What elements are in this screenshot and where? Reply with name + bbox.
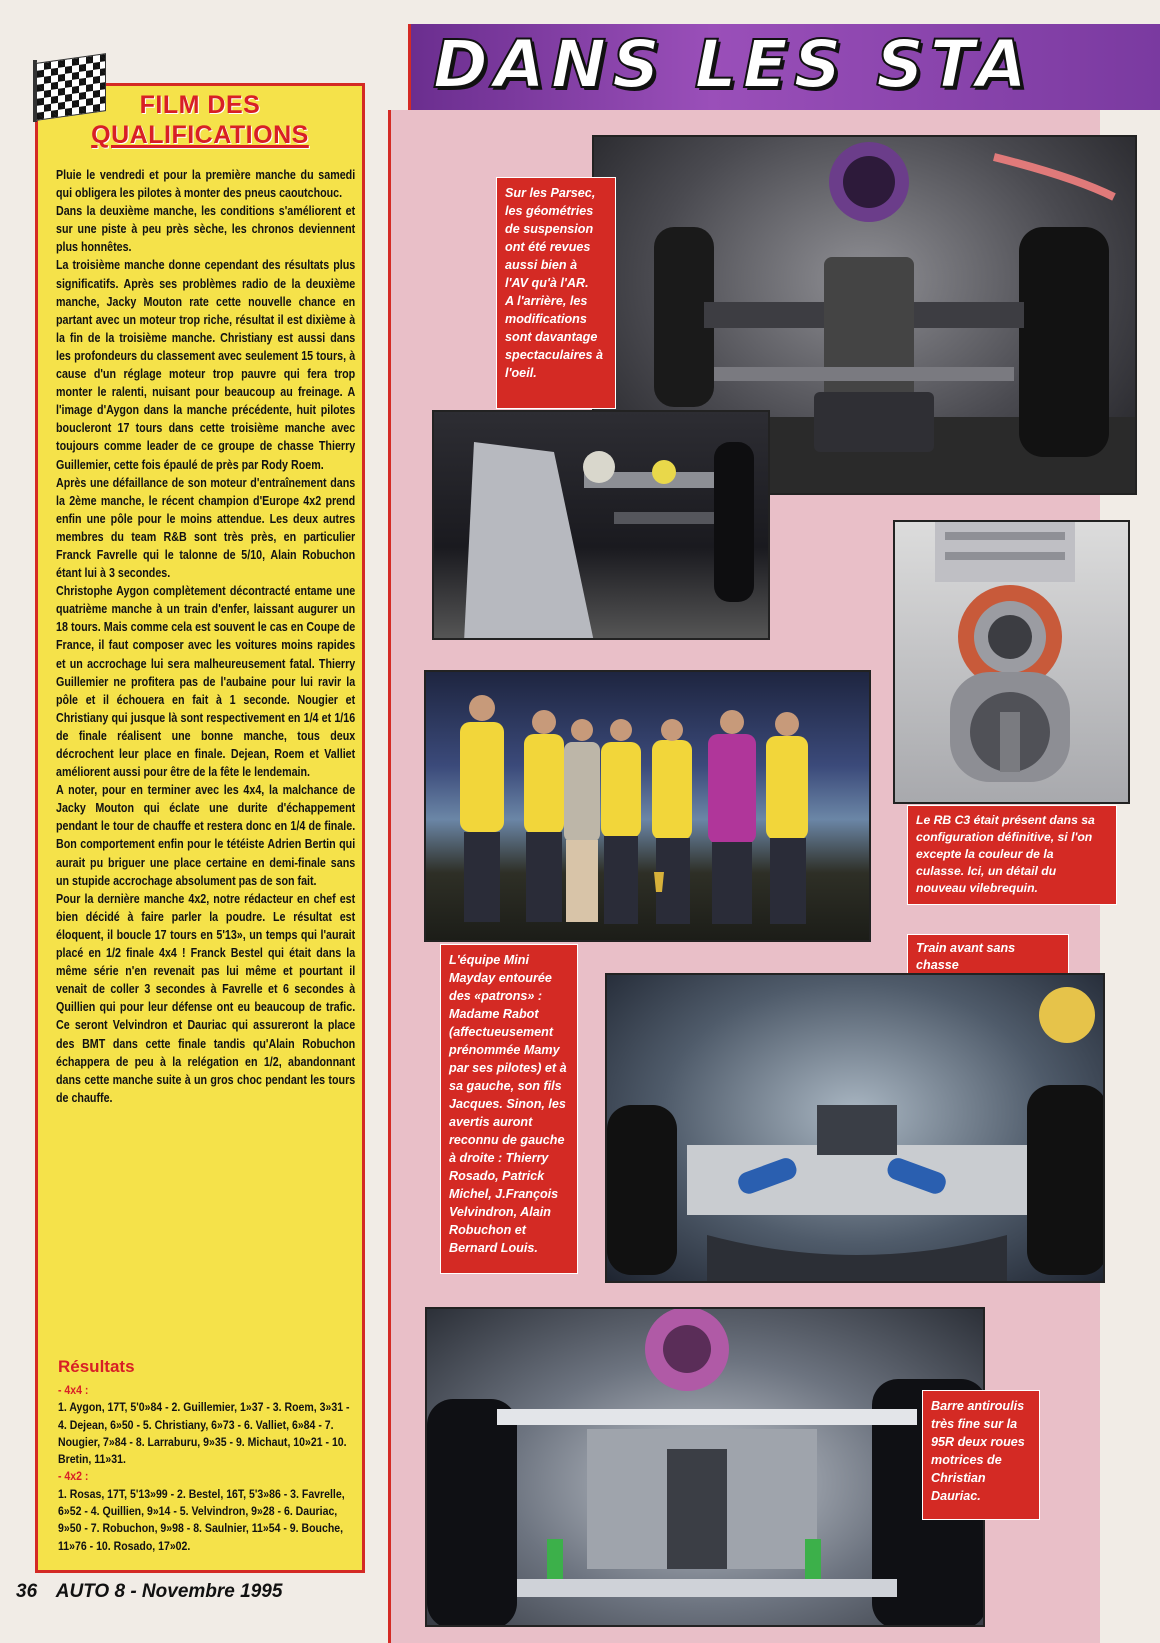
caption-line: Robuchon et xyxy=(449,1223,526,1237)
caption-antiroll-bar xyxy=(922,1390,1040,1520)
paragraph: La troisième manche donne cependant des résultats plus significatifs. Après ses problèmes radio de la deuxième manche, Jacky Mouton rate cette nouvelle chance en partant avec un moteur trop riche, résultat il est dixième à la fin de la troisième manche. Christiany est aussi dans les profondeurs du classement avec seulement 15 tours, à cause d'un réglage moteur trop pauvre qui fera trop monter le ralenti, nuisant pour beaucoup au freinage. A l'image d'Aygon dans la manche précédente, huit pilotes boucleront 17 tours dans cette troisième manche avec toujours comme leader de ce groupe de chasse Thierry Guillemier, cette fois épaulé de près par Rody Roem. xyxy=(56,258,356,472)
caption-line: Sur les Parsec, xyxy=(505,186,596,200)
photo-front-train xyxy=(605,973,1105,1283)
paragraph: Christophe Aygon complètement décontracté entame une quatrième manche à un train d'enfer, laissant augurer un 18 tours. Mais comme cela est souvent le cas en Coupe de France, il faut composer avec les voitures moins rapides et un accrochage lui sera malheureusement fatal. Thierry Guillemier ne profitera pas de l'aubaine pour lui ravir la pôle et il échouera en fait à 1 seconde. Nougier et Christiany qui jusque là sont respectivement en 1/4 et 1/16 de finale réalisent une bonne manche, tous deux décrochent leur place en finale. Dejean, Roem et Valliet améliorent aussi pour être de la fête le lendemain. xyxy=(56,584,356,780)
photo-engine-crank xyxy=(893,520,1130,804)
results-category: - 4x4 : xyxy=(58,1383,89,1397)
caption-line: L'équipe Mini xyxy=(449,953,529,967)
results-list xyxy=(58,1382,360,1555)
team-illustration xyxy=(426,672,871,942)
caption-line: aussi bien à xyxy=(505,258,578,272)
caption-line: les géométries xyxy=(505,204,594,218)
caption-line: Train avant sans chasse xyxy=(916,941,1016,972)
caption-engine-crank xyxy=(907,805,1117,905)
page-number: 36 xyxy=(16,1581,38,1602)
paragraph: Après une défaillance de son moteur d'entraînement dans la 2ème manche, le récent champion d'Europe 4x2 prend enfin une pôle pour le moins attendue. Les deux autres membres du team R&B sont très près, en particulier Franck Favrelle qui le talonne de 5/10, Alain Robuchon étant lui à 3 secondes. xyxy=(56,475,356,581)
page-footer xyxy=(10,1581,282,1607)
caption-line: reconnu de gauche xyxy=(449,1133,565,1147)
caption-line: modifications xyxy=(505,312,587,326)
front-train-illustration xyxy=(607,975,1105,1283)
caption-line: excepte la couleur de la xyxy=(916,847,1054,861)
section-title-line1: FILM DES xyxy=(139,91,261,119)
caption-line: culasse. Ici, un détail du xyxy=(916,864,1057,878)
caption-line: motrices de xyxy=(931,1453,1002,1467)
caption-line: à droite : Thierry xyxy=(449,1151,549,1165)
caption-line: très fine sur la xyxy=(931,1417,1018,1431)
caption-line: Barre antiroulis xyxy=(931,1399,1025,1413)
caption-line: (affectueusement xyxy=(449,1025,554,1039)
caption-line: Le RB C3 était présent dans sa xyxy=(916,813,1095,827)
caption-line: A l'arrière, les xyxy=(505,294,588,308)
caption-line: ont été revues xyxy=(505,240,591,254)
caption-line: avertis auront xyxy=(449,1115,533,1129)
caption-line: Bernard Louis. xyxy=(449,1241,538,1255)
caption-team xyxy=(440,944,578,1274)
caption-line: Dauriac. xyxy=(931,1489,981,1503)
caption-line: spectaculaires à xyxy=(505,348,604,362)
caption-line: de suspension xyxy=(505,222,594,236)
paragraph: Pluie le vendredi et pour la première manche du samedi qui obligera les pilotes à monter des pneus caoutchouc. xyxy=(56,168,356,201)
paragraph: Dans la deuxième manche, les conditions s'améliorent et sur une piste à peu près sèche, les chronos deviennent plus honnêtes. xyxy=(56,204,356,255)
photo-antiroll-bar xyxy=(425,1307,985,1627)
caption-line: Christian xyxy=(931,1471,986,1485)
antiroll-illustration xyxy=(427,1309,985,1627)
paragraph: Pour la dernière manche 4x2, notre rédacteur en chef est bien décidé à faire parler la poudre. Le résultat est éloquent, il boucle 17 tours en 5'13», un temps qui l'aurait placé en 1/2 finale 4x4 ! Franck Bestel qui était dans la même série n'en revenait pas lui même et pourtant il venait de coller 3 secondes à Favrelle et 6 secondes à Quillien qui pour leur défense ont eu beaucoup de trafic. Ce seront Velvindron et Dauriac qui assureront la place des BMT dans cette finale tandis qu'Alain Robuchon échappera de peu à la relégation en 1/2, abandonnant dans cette manche suite à un gros choc pendant les tours de chauffe. xyxy=(56,891,356,1105)
caption-line: l'AV qu'à l'AR. xyxy=(505,276,589,290)
banner xyxy=(408,24,1160,110)
photo-team xyxy=(424,670,871,942)
engine-crank-illustration xyxy=(895,522,1130,804)
caption-line: Madame Rabot xyxy=(449,1007,539,1021)
caption-line: prénommée Mamy xyxy=(449,1043,560,1057)
caption-line: 95R deux roues xyxy=(931,1435,1025,1449)
results-text: 1. Aygon, 17T, 5'0»84 - 2. Guillemier, 1»37 - 3. Roem, 3»31 - 4. Dejean, 6»50 - 5. Christiany, 6»73 - 6. Valliet, 6»84 - 7. Nougier, 7»84 - 8. Larraburu, 9»35 - 9. Michaut, 10»21 - 10. Bretin, 11»31. xyxy=(58,1400,350,1467)
checkered-flag-icon xyxy=(36,53,106,121)
chassis-detail-illustration xyxy=(434,412,770,640)
section-title-line2: QUALIFICATIONS xyxy=(91,121,309,149)
caption-line: Rosado, Patrick xyxy=(449,1169,545,1183)
article-body xyxy=(56,166,355,1107)
banner-title: DANS LES STA xyxy=(433,26,1033,103)
caption-line: Mayday entourée xyxy=(449,971,552,985)
photo-chassis-detail xyxy=(432,410,770,640)
results-text: 1. Rosas, 17T, 5'13»99 - 2. Bestel, 16T, 5'3»86 - 3. Favrelle, 6»52 - 4. Quillien, 9»14 - 5. Velvindron, 9»28 - 6. Dauriac, 9»50 - 7. Robuchon, 9»98 - 8. Saulnier, 11»54 - 9. Bouche, 11»76 - 10. Rosado, 17»02. xyxy=(58,1486,345,1553)
caption-line: Jacques. Sinon, les xyxy=(449,1097,566,1111)
caption-line: par ses pilotes) et à xyxy=(449,1061,567,1075)
footer-publication: AUTO 8 - Novembre 1995 xyxy=(55,1581,283,1602)
caption-line: sont davantage xyxy=(505,330,598,344)
caption-line: l'oeil. xyxy=(505,366,537,380)
paragraph: A noter, pour en terminer avec les 4x4, la malchance de Jacky Mouton qui éclate une durite d'échappement pendant le tour de chauffe et restera donc en 1/4 de finale. Bon comportement enfin pour le tétéiste Adrien Bertin qui aurait pu briguer une place certaine en demi-finale sans un stupide accrochage absolument pas de son fait. xyxy=(56,783,356,888)
caption-line: des «patrons» : xyxy=(449,989,543,1003)
results-category: - 4x2 : xyxy=(58,1469,89,1484)
caption-rear-suspension xyxy=(496,177,616,409)
caption-line: configuration définitive, si l'on xyxy=(916,830,1093,844)
caption-line: nouveau vilebrequin. xyxy=(916,881,1038,895)
caption-line: Michel, J.François xyxy=(449,1187,559,1201)
caption-line: sa gauche, son fils xyxy=(449,1079,562,1093)
caption-line: Velvindron, Alain xyxy=(449,1205,551,1219)
results-title: Résultats xyxy=(58,1357,135,1376)
